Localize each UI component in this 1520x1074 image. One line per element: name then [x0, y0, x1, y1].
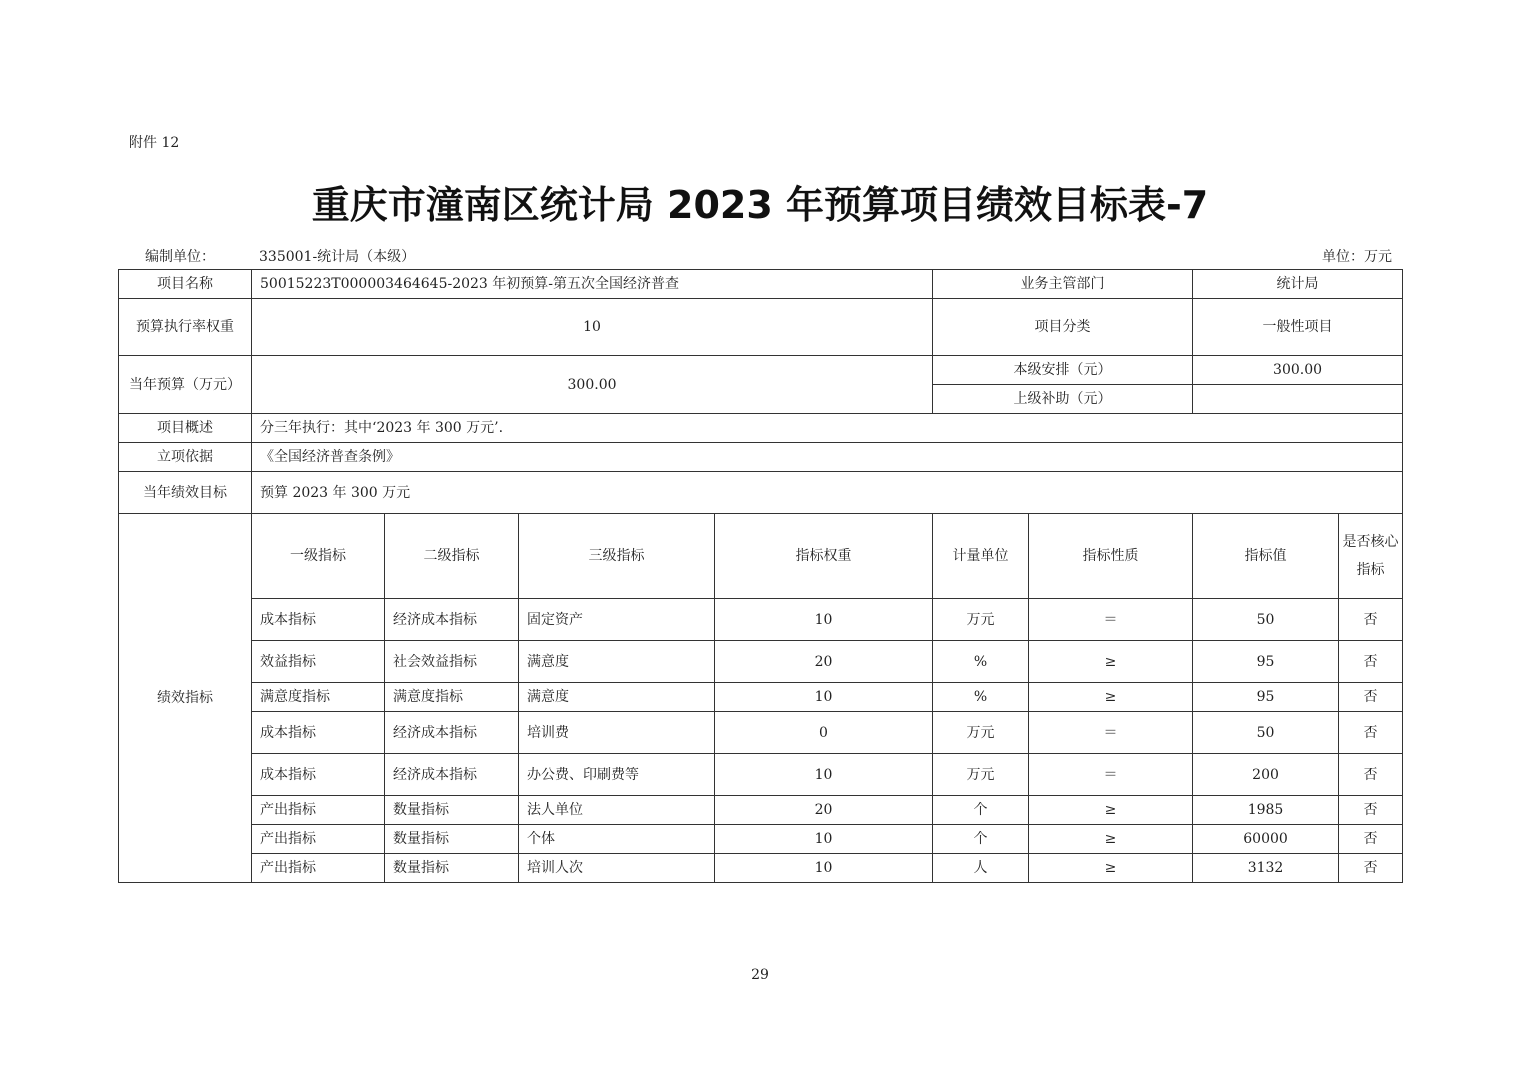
table-row [119, 683, 1403, 712]
project-name: 50015223T000003464645-2023 年初预算-第五次全国经济普查 [252, 270, 933, 299]
header-weight: 指标权重 [715, 514, 933, 599]
table-row [119, 854, 1403, 883]
cell-unit: 个 [933, 796, 1029, 825]
cell-weight: 10 [715, 683, 933, 712]
header-unit: 计量单位 [933, 514, 1029, 599]
cell-level2: 经济成本指标 [385, 754, 519, 796]
cell-level1: 产出指标 [252, 825, 385, 854]
cell-core: 否 [1339, 599, 1403, 641]
indicators-section-label: 绩效指标 [119, 514, 252, 883]
cell-level2: 经济成本指标 [385, 712, 519, 754]
upper-value [1193, 385, 1403, 414]
local-value: 300.00 [1193, 356, 1403, 385]
cell-weight: 20 [715, 641, 933, 683]
cell-unit: 万元 [933, 599, 1029, 641]
cell-core: 否 [1339, 854, 1403, 883]
cell-level1: 成本指标 [252, 754, 385, 796]
cell-nature: ≥ [1029, 683, 1193, 712]
compile-unit-value: 335001-统计局（本级） [259, 249, 416, 265]
category-label: 项目分类 [933, 299, 1193, 356]
cell-weight: 0 [715, 712, 933, 754]
performance-table [118, 269, 1403, 883]
cell-level2: 数量指标 [385, 796, 519, 825]
cell-level3: 办公费、印刷费等 [519, 754, 715, 796]
cell-unit: 万元 [933, 712, 1029, 754]
attachment-label: 附件 12 [129, 135, 180, 151]
cell-value: 200 [1193, 754, 1339, 796]
budget-value: 300.00 [252, 356, 933, 414]
cell-unit: 人 [933, 854, 1029, 883]
table-row [119, 796, 1403, 825]
cell-level3: 满意度 [519, 641, 715, 683]
cell-core: 否 [1339, 712, 1403, 754]
table-row [119, 641, 1403, 683]
cell-level2: 数量指标 [385, 825, 519, 854]
goal-label: 当年绩效目标 [119, 472, 252, 514]
cell-value: 60000 [1193, 825, 1339, 854]
exec-weight-value: 10 [252, 299, 933, 356]
cell-nature: ＝ [1029, 712, 1193, 754]
cell-weight: 10 [715, 754, 933, 796]
upper-label: 上级补助（元） [933, 385, 1193, 414]
cell-level1: 产出指标 [252, 854, 385, 883]
table-row [119, 754, 1403, 796]
cell-nature: ＝ [1029, 754, 1193, 796]
dept-value: 统计局 [1193, 270, 1403, 299]
cell-value: 50 [1193, 599, 1339, 641]
cell-level2: 经济成本指标 [385, 599, 519, 641]
cell-core: 否 [1339, 796, 1403, 825]
cell-level2: 数量指标 [385, 854, 519, 883]
cell-value: 95 [1193, 641, 1339, 683]
cell-core: 否 [1339, 683, 1403, 712]
goal-value: 预算 2023 年 300 万元 [252, 472, 1403, 514]
overview-value: 分三年执行：其中‘2023 年 300 万元’. [252, 414, 1403, 443]
cell-unit: 万元 [933, 754, 1029, 796]
cell-unit: % [933, 683, 1029, 712]
cell-level3: 满意度 [519, 683, 715, 712]
cell-weight: 10 [715, 825, 933, 854]
cell-level2: 满意度指标 [385, 683, 519, 712]
cell-unit: 个 [933, 825, 1029, 854]
cell-level1: 效益指标 [252, 641, 385, 683]
cell-level1: 成本指标 [252, 712, 385, 754]
page-title: 重庆市潼南区统计局 2023 年预算项目绩效目标表-7 [311, 183, 1209, 227]
cell-value: 95 [1193, 683, 1339, 712]
cell-unit: % [933, 641, 1029, 683]
local-label: 本级安排（元） [933, 356, 1193, 385]
cell-value: 3132 [1193, 854, 1339, 883]
cell-nature: ＝ [1029, 599, 1193, 641]
cell-nature: ≥ [1029, 854, 1193, 883]
compile-unit-label: 编制单位： [145, 249, 215, 265]
cell-core: 否 [1339, 825, 1403, 854]
header-value: 指标值 [1193, 514, 1339, 599]
budget-label: 当年预算（万元） [119, 356, 252, 414]
cell-weight: 10 [715, 599, 933, 641]
cell-level3: 个体 [519, 825, 715, 854]
category-value: 一般性项目 [1193, 299, 1403, 356]
exec-weight-label: 预算执行率权重 [119, 299, 252, 356]
cell-level3: 培训人次 [519, 854, 715, 883]
cell-weight: 10 [715, 854, 933, 883]
basis-value: 《全国经济普查条例》 [252, 443, 1403, 472]
table-row [119, 599, 1403, 641]
cell-nature: ≥ [1029, 796, 1193, 825]
cell-level3: 法人单位 [519, 796, 715, 825]
dept-label: 业务主管部门 [933, 270, 1193, 299]
cell-level1: 成本指标 [252, 599, 385, 641]
header-level1: 一级指标 [252, 514, 385, 599]
cell-core: 否 [1339, 754, 1403, 796]
compile-unit [145, 246, 415, 266]
table-row [119, 712, 1403, 754]
cell-level3: 培训费 [519, 712, 715, 754]
cell-level1: 满意度指标 [252, 683, 385, 712]
cell-level3: 固定资产 [519, 599, 715, 641]
overview-label: 项目概述 [119, 414, 252, 443]
cell-value: 1985 [1193, 796, 1339, 825]
cell-value: 50 [1193, 712, 1339, 754]
cell-level1: 产出指标 [252, 796, 385, 825]
cell-nature: ≥ [1029, 641, 1193, 683]
basis-label: 立项依据 [119, 443, 252, 472]
cell-level2: 社会效益指标 [385, 641, 519, 683]
table-row [119, 825, 1403, 854]
header-core: 是否核心指标 [1339, 514, 1403, 599]
header-level2: 二级指标 [385, 514, 519, 599]
cell-core: 否 [1339, 641, 1403, 683]
header-nature: 指标性质 [1029, 514, 1193, 599]
cell-nature: ≥ [1029, 825, 1193, 854]
header-level3: 三级指标 [519, 514, 715, 599]
unit-label: 单位：万元 [1322, 249, 1392, 265]
page-number: 29 [751, 967, 769, 983]
project-name-label: 项目名称 [119, 270, 252, 299]
cell-weight: 20 [715, 796, 933, 825]
